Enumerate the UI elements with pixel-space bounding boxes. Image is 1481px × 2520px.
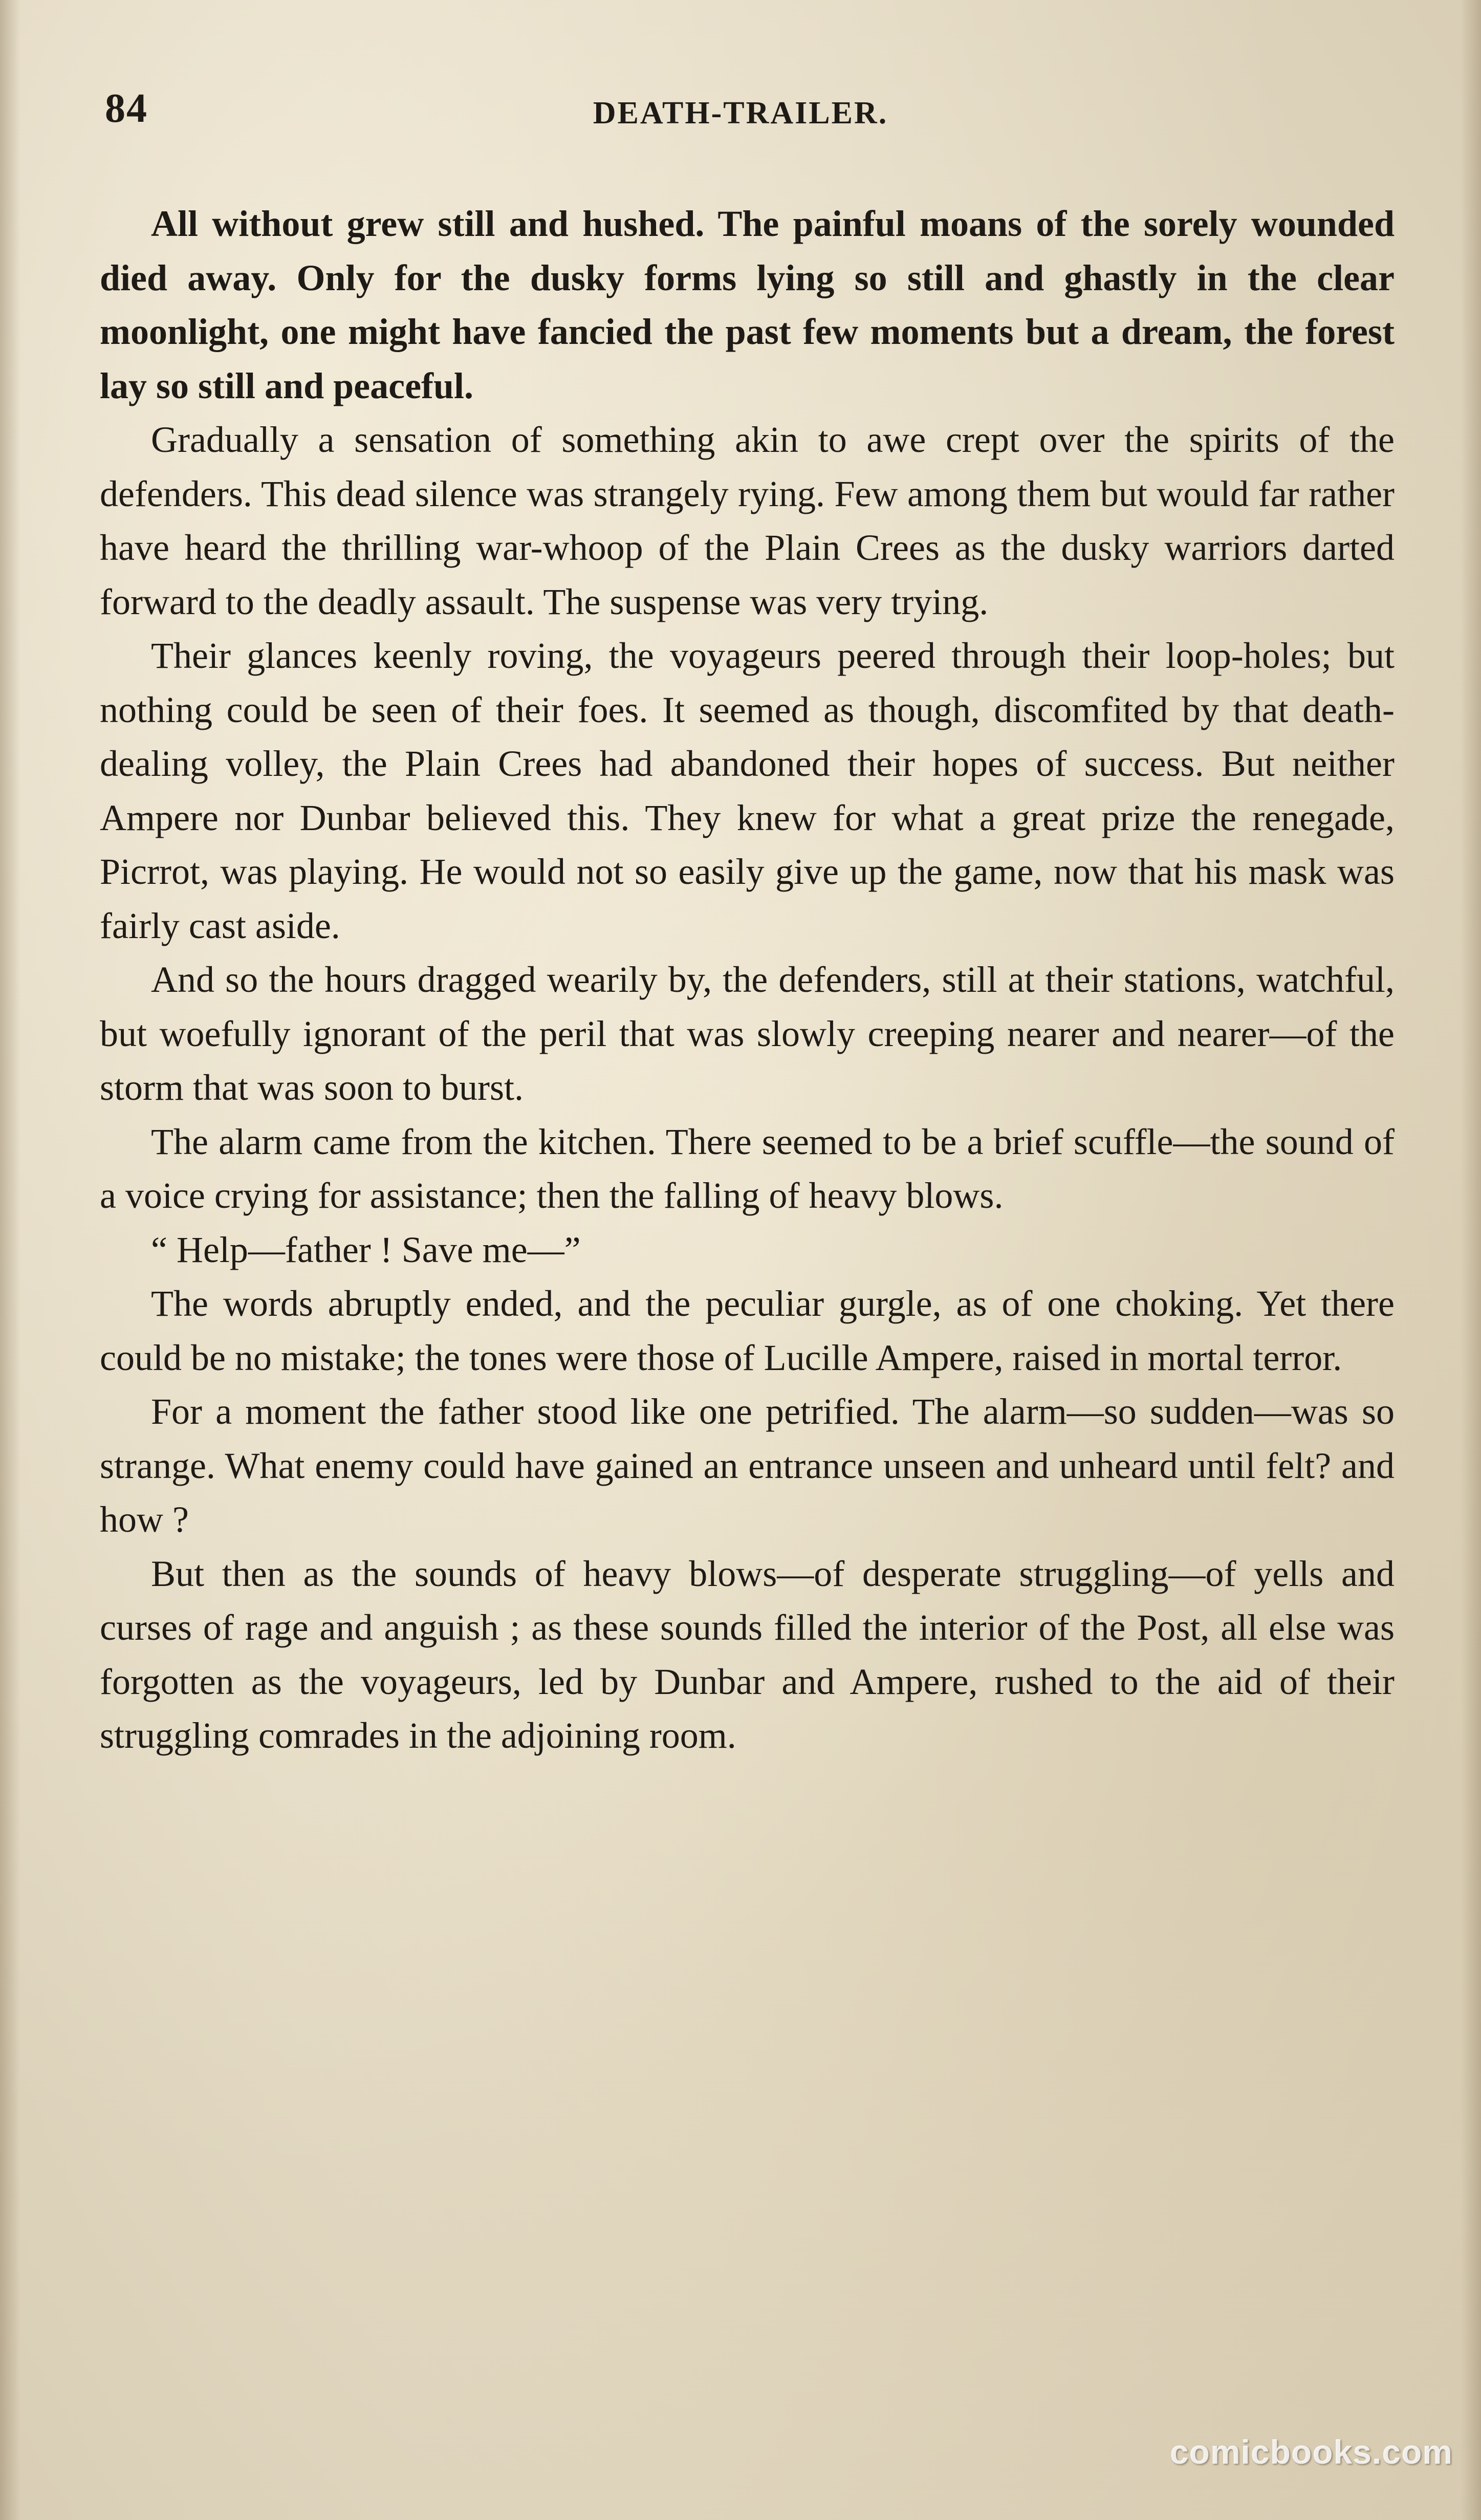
page-number: 84 <box>105 86 148 131</box>
paragraph-5: The alarm came from the kitchen. There seemed to be a brief scuffle—the sound of a voice crying for assistance; then the falling of heavy blows. <box>100 1121 1395 1216</box>
body-text <box>100 197 1395 1763</box>
running-title: DEATH-TRAILER. <box>593 96 888 131</box>
page-edge-shadow-left <box>0 0 20 2520</box>
site-watermark: comicbooks.com <box>1169 2433 1453 2471</box>
page-edge-shadow-right <box>1461 0 1481 2520</box>
paragraph-3: Their glances keenly roving, the voyageurs peered through their loop-holes; but nothing could be seen of their foes. It seemed as though, discomfited by that death-dealing volley, the Plain Crees had abandoned their hopes of success. But neither Ampere nor Dunbar believed this. They knew for what a great prize the renegade, Picrrot, was playing. He would not so easily give up the game, now that his mask was fairly cast aside. <box>100 635 1395 946</box>
paragraph-1: All without grew still and hushed. The painful moans of the sorely wounded died away. Only for the dusky forms lying so still and ghastly in the clear moonlight, one might have fancied the past few moments but a dream, the forest lay so still and peaceful. <box>100 203 1395 406</box>
paragraph-7: The words abruptly ended, and the peculiar gurgle, as of one choking. Yet there could be no mistake; the tones were those of Lucille Ampere, raised in mortal terror. <box>100 1283 1395 1378</box>
paragraph-4: And so the hours dragged wearily by, the defenders, still at their stations, watchful, but woefully ignorant of the peril that was slowly creeping nearer and nearer—of the storm that was soon to burst. <box>100 959 1395 1108</box>
paragraph-9: But then as the sounds of heavy blows—of desperate struggling—of yells and curses of rage and anguish ; as these sounds filled the interior of the Post, all else was forgotten as the voyageurs, led by Dunbar and Ampere, rushed to the aid of their struggling comrades in the adjoining room. <box>100 1553 1395 1756</box>
paragraph-2: Gradually a sensation of something akin to awe crept over the spirits of the defenders. This dead silence was strangely rying. Few among them but would far rather have heard the thrilling war-whoop of the Plain Crees as the dusky warriors darted forward to the deadly assault. The suspense was very trying. <box>100 419 1395 622</box>
paragraph-8: For a moment the father stood like one petrified. The alarm—so sudden—was so strange. What enemy could have gained an entrance unseen and unheard until felt? and how ? <box>100 1391 1395 1540</box>
paragraph-6-dialogue: “ Help—father ! Save me—” <box>151 1229 581 1270</box>
